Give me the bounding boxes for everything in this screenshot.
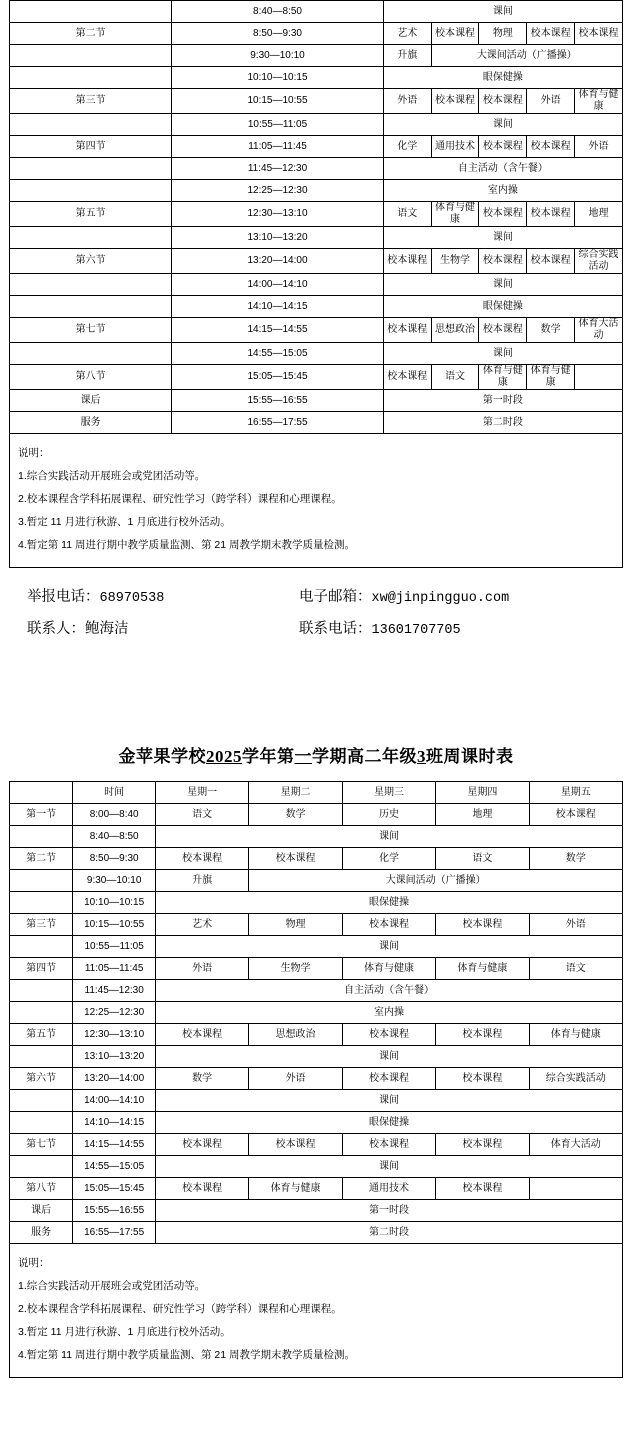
period-cell: 第二节 bbox=[10, 23, 172, 45]
course-cell: 升旗 bbox=[155, 870, 248, 892]
notes-line: 1.综合实践活动开展班会或党团活动等。 bbox=[18, 1280, 206, 1292]
span-cell: 第一时段 bbox=[155, 1200, 622, 1222]
notes-block-2 bbox=[9, 1244, 623, 1378]
span-cell: 室内操 bbox=[155, 1002, 622, 1024]
notes-line: 4.暂定第 11 周进行期中教学质量监测、第 21 周教学期末教学质量检测。 bbox=[18, 1349, 356, 1361]
time-cell: 10:15—10:55 bbox=[73, 914, 156, 936]
course-cell: 外语 bbox=[383, 89, 431, 114]
period-cell: 第七节 bbox=[10, 318, 172, 343]
course-cell: 校本课程 bbox=[479, 249, 527, 274]
time-cell: 15:05—15:45 bbox=[172, 365, 384, 390]
table-row bbox=[10, 318, 623, 343]
course-cell: 体育与健康 bbox=[479, 365, 527, 390]
course-cell: 校本课程 bbox=[527, 202, 575, 227]
time-cell: 11:45—12:30 bbox=[73, 980, 156, 1002]
contact-row-1 bbox=[9, 582, 623, 614]
course-cell: 数学 bbox=[155, 1068, 248, 1090]
span-cell: 课间 bbox=[155, 826, 622, 848]
table-row bbox=[10, 227, 623, 249]
table-row bbox=[10, 804, 623, 826]
table-row bbox=[10, 296, 623, 318]
table-row bbox=[10, 870, 623, 892]
table-row bbox=[10, 158, 623, 180]
time-cell: 8:50—9:30 bbox=[172, 23, 384, 45]
table-row bbox=[10, 343, 623, 365]
period-cell: 第三节 bbox=[10, 89, 172, 114]
course-cell: 地理 bbox=[575, 202, 623, 227]
period-cell bbox=[10, 980, 73, 1002]
period-cell: 第八节 bbox=[10, 1178, 73, 1200]
span-cell: 课间 bbox=[155, 1046, 622, 1068]
span-cell: 眼保健操 bbox=[383, 67, 622, 89]
course-cell: 艺术 bbox=[155, 914, 248, 936]
time-cell: 13:20—14:00 bbox=[172, 249, 384, 274]
course-cell: 校本课程 bbox=[431, 89, 479, 114]
notes-title: 说明： bbox=[18, 447, 50, 459]
period-cell: 第六节 bbox=[10, 1068, 73, 1090]
course-cell: 通用技术 bbox=[342, 1178, 435, 1200]
course-cell: 校本课程 bbox=[479, 136, 527, 158]
span-cell: 课间 bbox=[155, 1156, 622, 1178]
time-cell: 16:55—17:55 bbox=[73, 1222, 156, 1244]
course-cell: 体育大活动 bbox=[529, 1134, 622, 1156]
time-cell: 12:25—12:30 bbox=[73, 1002, 156, 1024]
period-cell bbox=[10, 45, 172, 67]
course-cell: 校本课程 bbox=[436, 1068, 529, 1090]
time-cell: 9:30—10:10 bbox=[73, 870, 156, 892]
header-day-cell-5: 星期五 bbox=[529, 782, 622, 804]
header-time-cell: 时间 bbox=[73, 782, 156, 804]
course-cell: 语文 bbox=[431, 365, 479, 390]
course-cell: 校本课程 bbox=[479, 202, 527, 227]
course-cell: 校本课程 bbox=[383, 365, 431, 390]
period-cell: 服务 bbox=[10, 412, 172, 434]
course-cell: 体育与健康 bbox=[431, 202, 479, 227]
table-row bbox=[10, 1178, 623, 1200]
course-cell: 校本课程 bbox=[342, 914, 435, 936]
period-cell: 第四节 bbox=[10, 958, 73, 980]
notes-block-1 bbox=[9, 434, 623, 568]
table-row bbox=[10, 848, 623, 870]
table-row bbox=[10, 958, 623, 980]
time-cell: 13:10—13:20 bbox=[172, 227, 384, 249]
course-cell: 通用技术 bbox=[431, 136, 479, 158]
course-cell: 语文 bbox=[155, 804, 248, 826]
table-row bbox=[10, 274, 623, 296]
table-row bbox=[10, 1090, 623, 1112]
course-cell: 数学 bbox=[249, 804, 342, 826]
email bbox=[299, 582, 623, 614]
span-cell: 大课间活动（广播操） bbox=[431, 45, 622, 67]
period-cell bbox=[10, 870, 73, 892]
period-cell: 第四节 bbox=[10, 136, 172, 158]
header-corner-cell bbox=[10, 782, 73, 804]
course-cell: 综合实践活动 bbox=[529, 1068, 622, 1090]
table-row bbox=[10, 1024, 623, 1046]
span-cell: 眼保健操 bbox=[155, 892, 622, 914]
contact-person: 联系人：鲍海洁 bbox=[27, 621, 129, 637]
course-cell: 校本课程 bbox=[479, 89, 527, 114]
span-cell: 课间 bbox=[383, 343, 622, 365]
span-cell: 自主活动（含午餐） bbox=[383, 158, 622, 180]
period-cell: 第一节 bbox=[10, 804, 73, 826]
course-cell: 物理 bbox=[479, 23, 527, 45]
page-gap bbox=[0, 646, 632, 742]
course-cell bbox=[575, 365, 623, 390]
time-cell: 12:25—12:30 bbox=[172, 180, 384, 202]
course-cell: 语文 bbox=[383, 202, 431, 227]
course-cell: 校本课程 bbox=[155, 1134, 248, 1156]
course-cell: 校本课程 bbox=[155, 1178, 248, 1200]
table-row bbox=[10, 914, 623, 936]
report-phone-value: 68970538 bbox=[99, 591, 165, 606]
course-cell: 校本课程 bbox=[431, 23, 479, 45]
course-cell: 生物学 bbox=[431, 249, 479, 274]
course-cell: 艺术 bbox=[383, 23, 431, 45]
course-cell: 校本课程 bbox=[383, 318, 431, 343]
time-cell: 15:05—15:45 bbox=[73, 1178, 156, 1200]
time-cell: 10:10—10:15 bbox=[73, 892, 156, 914]
period-cell bbox=[10, 158, 172, 180]
time-cell: 14:55—15:05 bbox=[172, 343, 384, 365]
course-cell: 体育与健康 bbox=[436, 958, 529, 980]
header-day-cell-2: 星期二 bbox=[249, 782, 342, 804]
table-header-row bbox=[10, 782, 623, 804]
email-label: 电子邮箱： bbox=[299, 589, 372, 605]
span-cell: 大课间活动（广播操） bbox=[249, 870, 623, 892]
period-cell bbox=[10, 1156, 73, 1178]
period-cell bbox=[10, 826, 73, 848]
course-cell: 思想政治 bbox=[431, 318, 479, 343]
table-row bbox=[10, 1068, 623, 1090]
contact-phone-value: 13601707705 bbox=[371, 623, 461, 638]
span-cell: 课间 bbox=[155, 1090, 622, 1112]
period-cell bbox=[10, 892, 73, 914]
contact-block bbox=[9, 568, 623, 646]
table-row bbox=[10, 1222, 623, 1244]
course-cell: 校本课程 bbox=[249, 848, 342, 870]
table-row bbox=[10, 365, 623, 390]
schedule-table bbox=[9, 781, 623, 1244]
time-cell: 14:15—14:55 bbox=[73, 1134, 156, 1156]
table-row bbox=[10, 1134, 623, 1156]
period-cell: 第二节 bbox=[10, 848, 73, 870]
title-part-4: 班周课时表 bbox=[426, 747, 514, 766]
notes-title: 说明： bbox=[18, 1257, 50, 1269]
table-row bbox=[10, 67, 623, 89]
course-cell: 校本课程 bbox=[342, 1068, 435, 1090]
course-cell: 体育与健康 bbox=[575, 89, 623, 114]
table-row bbox=[10, 45, 623, 67]
period-cell bbox=[10, 1002, 73, 1024]
course-cell: 升旗 bbox=[383, 45, 431, 67]
course-cell: 历史 bbox=[342, 804, 435, 826]
title-part-2: 学年第 bbox=[242, 747, 295, 766]
time-cell: 8:40—8:50 bbox=[172, 1, 384, 23]
course-cell: 数学 bbox=[529, 848, 622, 870]
span-cell: 第二时段 bbox=[383, 412, 622, 434]
course-cell: 校本课程 bbox=[479, 318, 527, 343]
header-day-cell-3: 星期三 bbox=[342, 782, 435, 804]
time-cell: 9:30—10:10 bbox=[172, 45, 384, 67]
period-cell bbox=[10, 1, 172, 23]
period-cell: 课后 bbox=[10, 1200, 73, 1222]
time-cell: 13:10—13:20 bbox=[73, 1046, 156, 1068]
course-cell: 体育与健康 bbox=[249, 1178, 342, 1200]
period-cell: 第七节 bbox=[10, 1134, 73, 1156]
period-cell bbox=[10, 936, 73, 958]
course-cell: 校本课程 bbox=[155, 1024, 248, 1046]
course-cell: 校本课程 bbox=[529, 804, 622, 826]
course-cell: 化学 bbox=[383, 136, 431, 158]
table-row bbox=[10, 136, 623, 158]
course-cell: 校本课程 bbox=[527, 249, 575, 274]
title-class-number: 3 bbox=[417, 747, 426, 766]
course-cell: 物理 bbox=[249, 914, 342, 936]
period-cell: 第八节 bbox=[10, 365, 172, 390]
period-cell bbox=[10, 1046, 73, 1068]
time-cell: 15:55—16:55 bbox=[172, 390, 384, 412]
time-cell: 10:10—10:15 bbox=[172, 67, 384, 89]
period-cell: 第三节 bbox=[10, 914, 73, 936]
table-row bbox=[10, 89, 623, 114]
schedule-body-2 bbox=[10, 782, 623, 1244]
period-cell bbox=[10, 114, 172, 136]
course-cell: 化学 bbox=[342, 848, 435, 870]
period-cell: 第五节 bbox=[10, 1024, 73, 1046]
course-cell: 地理 bbox=[436, 804, 529, 826]
header-day-cell-4: 星期四 bbox=[436, 782, 529, 804]
contact-row-2 bbox=[9, 614, 623, 646]
table-row bbox=[10, 826, 623, 848]
notes-line: 2.校本课程含学科拓展课程、研究性学习（跨学科）课程和心理课程。 bbox=[18, 1303, 342, 1315]
course-cell: 生物学 bbox=[249, 958, 342, 980]
report-phone bbox=[9, 582, 299, 614]
period-cell bbox=[10, 343, 172, 365]
period-cell bbox=[10, 67, 172, 89]
span-cell: 自主活动（含午餐） bbox=[155, 980, 622, 1002]
table-row bbox=[10, 23, 623, 45]
table-row bbox=[10, 980, 623, 1002]
table-row bbox=[10, 1200, 623, 1222]
notes-line: 3.暂定 11 月进行秋游、1 月底进行校外活动。 bbox=[18, 516, 231, 528]
table-row bbox=[10, 202, 623, 227]
course-cell: 体育与健康 bbox=[527, 365, 575, 390]
period-cell: 第六节 bbox=[10, 249, 172, 274]
course-cell: 校本课程 bbox=[436, 1024, 529, 1046]
course-cell bbox=[529, 1178, 622, 1200]
time-cell: 8:00—8:40 bbox=[73, 804, 156, 826]
course-cell: 校本课程 bbox=[342, 1134, 435, 1156]
table-row bbox=[10, 1046, 623, 1068]
period-cell bbox=[10, 274, 172, 296]
schedule-table-continued bbox=[9, 0, 623, 434]
course-cell: 校本课程 bbox=[249, 1134, 342, 1156]
time-cell: 14:10—14:15 bbox=[73, 1112, 156, 1134]
title-term: 一 bbox=[294, 747, 312, 766]
span-cell: 室内操 bbox=[383, 180, 622, 202]
course-cell: 外语 bbox=[575, 136, 623, 158]
time-cell: 14:55—15:05 bbox=[73, 1156, 156, 1178]
table-row bbox=[10, 1156, 623, 1178]
span-cell: 课间 bbox=[383, 227, 622, 249]
notes-line: 1.综合实践活动开展班会或党团活动等。 bbox=[18, 470, 206, 482]
table-row bbox=[10, 249, 623, 274]
title-part-1: 金苹果学校 bbox=[118, 747, 206, 766]
table-row bbox=[10, 390, 623, 412]
table-row bbox=[10, 936, 623, 958]
schedule-body-1 bbox=[10, 1, 623, 434]
course-cell: 体育与健康 bbox=[342, 958, 435, 980]
page-title bbox=[0, 742, 632, 781]
contact-phone bbox=[299, 614, 623, 646]
time-cell: 13:20—14:00 bbox=[73, 1068, 156, 1090]
time-cell: 14:00—14:10 bbox=[172, 274, 384, 296]
table-row bbox=[10, 1, 623, 23]
table-row bbox=[10, 1002, 623, 1024]
course-cell: 校本课程 bbox=[436, 1134, 529, 1156]
time-cell: 10:15—10:55 bbox=[172, 89, 384, 114]
course-cell: 体育大活动 bbox=[575, 318, 623, 343]
report-phone-label: 举报电话： bbox=[27, 589, 100, 605]
time-cell: 8:50—9:30 bbox=[73, 848, 156, 870]
course-cell: 外语 bbox=[155, 958, 248, 980]
course-cell: 校本课程 bbox=[342, 1024, 435, 1046]
table-row bbox=[10, 114, 623, 136]
time-cell: 16:55—17:55 bbox=[172, 412, 384, 434]
span-cell: 课间 bbox=[383, 1, 622, 23]
time-cell: 10:55—11:05 bbox=[73, 936, 156, 958]
period-cell: 服务 bbox=[10, 1222, 73, 1244]
time-cell: 14:15—14:55 bbox=[172, 318, 384, 343]
title-part-3: 学期高二年级 bbox=[312, 747, 417, 766]
course-cell: 校本课程 bbox=[155, 848, 248, 870]
course-cell: 外语 bbox=[529, 914, 622, 936]
time-cell: 14:00—14:10 bbox=[73, 1090, 156, 1112]
time-cell: 12:30—13:10 bbox=[73, 1024, 156, 1046]
course-cell: 校本课程 bbox=[575, 23, 623, 45]
course-cell: 数学 bbox=[527, 318, 575, 343]
period-cell bbox=[10, 227, 172, 249]
course-cell: 语文 bbox=[529, 958, 622, 980]
course-cell: 校本课程 bbox=[436, 914, 529, 936]
period-cell: 第五节 bbox=[10, 202, 172, 227]
course-cell: 校本课程 bbox=[527, 23, 575, 45]
table-row bbox=[10, 412, 623, 434]
course-cell: 思想政治 bbox=[249, 1024, 342, 1046]
course-cell: 体育与健康 bbox=[529, 1024, 622, 1046]
period-cell bbox=[10, 296, 172, 318]
table-row bbox=[10, 180, 623, 202]
time-cell: 15:55—16:55 bbox=[73, 1200, 156, 1222]
notes-line: 4.暂定第 11 周进行期中教学质量监测、第 21 周教学期末教学质量检测。 bbox=[18, 539, 356, 551]
course-cell: 语文 bbox=[436, 848, 529, 870]
notes-line: 3.暂定 11 月进行秋游、1 月底进行校外活动。 bbox=[18, 1326, 231, 1338]
span-cell: 课间 bbox=[383, 114, 622, 136]
period-cell bbox=[10, 180, 172, 202]
page-2 bbox=[0, 742, 632, 1378]
span-cell: 课间 bbox=[383, 274, 622, 296]
course-cell: 外语 bbox=[527, 89, 575, 114]
time-cell: 11:45—12:30 bbox=[172, 158, 384, 180]
span-cell: 课间 bbox=[155, 936, 622, 958]
time-cell: 12:30—13:10 bbox=[172, 202, 384, 227]
span-cell: 第二时段 bbox=[155, 1222, 622, 1244]
span-cell: 眼保健操 bbox=[155, 1112, 622, 1134]
course-cell: 外语 bbox=[249, 1068, 342, 1090]
span-cell: 第一时段 bbox=[383, 390, 622, 412]
period-cell bbox=[10, 1090, 73, 1112]
table-row bbox=[10, 892, 623, 914]
header-day-cell-1: 星期一 bbox=[155, 782, 248, 804]
time-cell: 10:55—11:05 bbox=[172, 114, 384, 136]
email-value: xw@jinpingguo.com bbox=[371, 591, 510, 606]
table-row bbox=[10, 1112, 623, 1134]
time-cell: 11:05—11:45 bbox=[172, 136, 384, 158]
time-cell: 14:10—14:15 bbox=[172, 296, 384, 318]
notes-line: 2.校本课程含学科拓展课程、研究性学习（跨学科）课程和心理课程。 bbox=[18, 493, 342, 505]
period-cell bbox=[10, 1112, 73, 1134]
course-cell: 综合实践活动 bbox=[575, 249, 623, 274]
contact-phone-label: 联系电话： bbox=[299, 621, 372, 637]
course-cell: 校本课程 bbox=[436, 1178, 529, 1200]
span-cell: 眼保健操 bbox=[383, 296, 622, 318]
time-cell: 8:40—8:50 bbox=[73, 826, 156, 848]
time-cell: 11:05—11:45 bbox=[73, 958, 156, 980]
course-cell: 校本课程 bbox=[383, 249, 431, 274]
title-year: 2025 bbox=[206, 747, 242, 766]
course-cell: 校本课程 bbox=[527, 136, 575, 158]
period-cell: 课后 bbox=[10, 390, 172, 412]
